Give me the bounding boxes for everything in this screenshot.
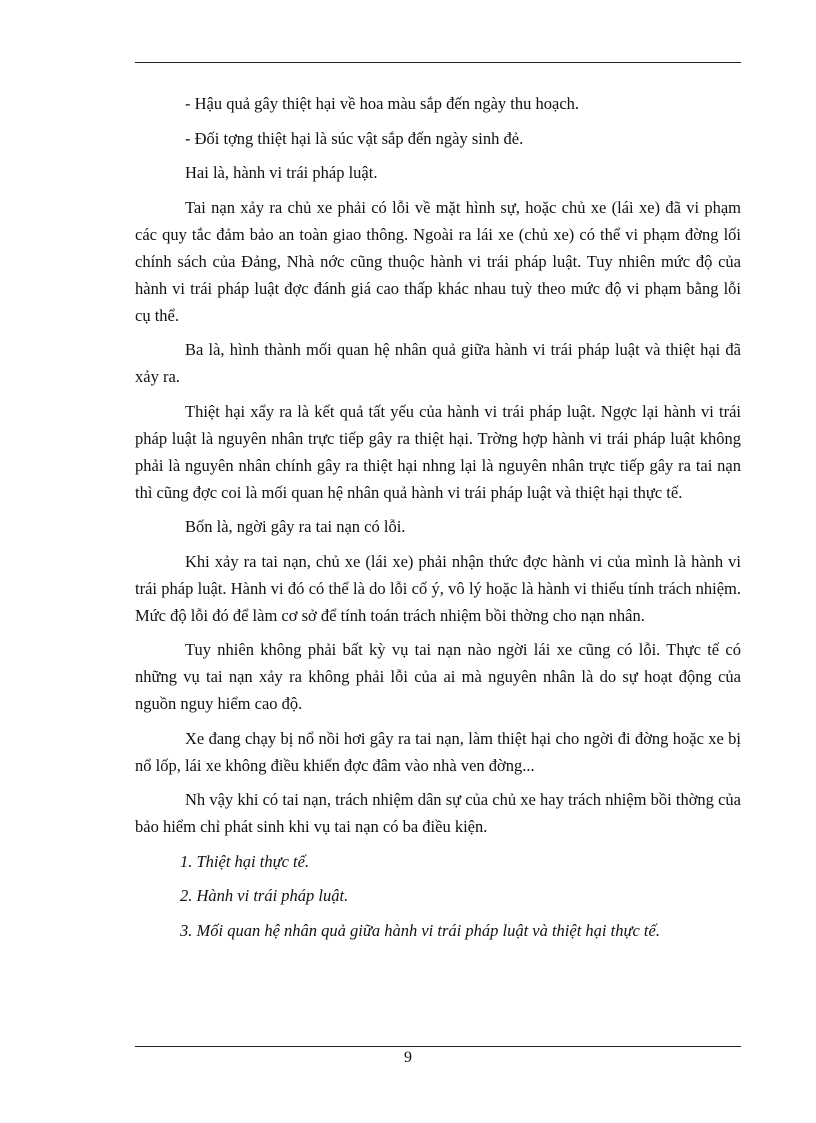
paragraph: Thiệt hại xẩy ra là kết quả tất yếu của hành vi trái pháp luật. Ngợc lại hành vi trái pháp luật là nguyên nhân trực tiếp gây ra thiệt hại. Trờng hợp hành vi trái pháp luật không phải là nguyên nhân chính gây ra thiệt hại nhng lại là nguyên nhân trực tiếp gây ra tai nạn thì cũng đợc coi là mối quan hệ nhân quả hành vi trái pháp luật và thiệt hại thực tế. <box>135 401 741 502</box>
condition-item: 1. Thiệt hại thực tế. <box>180 851 310 871</box>
condition-item: 3. Mối quan hệ nhân quả giữa hành vi trái pháp luật và thiệt hại thực tế. <box>180 920 660 940</box>
header-rule <box>135 62 741 63</box>
footer-rule <box>135 1046 741 1047</box>
paragraph: - Hậu quả gây thiệt hại về hoa màu sắp đến ngày thu hoạch. <box>185 94 580 113</box>
paragraph: - Đối tợng thiệt hại là súc vật sắp đến ngày sinh đẻ. <box>185 128 524 148</box>
paragraph: Xe đang chạy bị nổ nồi hơi gây ra tai nạn, làm thiệt hại cho ngời đi đờng hoặc xe bị nổ lốp, lái xe không điều khiển đợc đâm vào nhà ven đờng... <box>135 728 741 775</box>
paragraph: Hai là, hành vi trái pháp luật. <box>185 163 378 182</box>
paragraph: Nh vậy khi có tai nạn, trách nhiệm dân sự của chủ xe hay trách nhiệm bồi thờng của bảo hiểm chỉ phát sinh khi vụ tai nạn có ba điều kiện. <box>135 790 741 836</box>
page-number: 9 <box>404 1049 412 1066</box>
paragraph: Tai nạn xảy ra chủ xe phải có lỗi về mặt hình sự, hoặc chủ xe (lái xe) đã vi phạm các quy tắc đảm bảo an toàn giao thông. Ngoài ra lái xe (chủ xe) có thể vi phạm đờng lối chính sách của Đảng, Nhà nớc cũng thuộc hành vi trái pháp luật. Tuy nhiên mức độ của hành vi trái pháp luật đợc đánh giá cao thấp khác nhau tuỳ theo mức độ vi phạm bằng lỗi cụ thể. <box>135 197 741 325</box>
page-body <box>135 90 741 944</box>
paragraph: Ba là, hình thành mối quan hệ nhân quả giữa hành vi trái pháp luật và thiệt hại đã xảy ra. <box>135 340 741 386</box>
paragraph: Tuy nhiên không phải bất kỳ vụ tai nạn nào ngời lái xe cũng có lỗi. Thực tế có những vụ tai nạn xảy ra không phải lỗi của ai mà nguyên nhân là do sự hoạt động của nguồn nguy hiểm cao độ. <box>135 640 741 713</box>
paragraph: Bốn là, ngời gây ra tai nạn có lỗi. <box>185 517 406 536</box>
condition-item: 2. Hành vi trái pháp luật. <box>180 886 349 905</box>
paragraph: Khi xảy ra tai nạn, chủ xe (lái xe) phải nhận thức đợc hành vi của mình là hành vi trái pháp luật. Hành vi đó có thể là do lỗi cố ý, vô lý hoặc là hành vi thiếu tính trách nhiệm. Mức độ lỗi đó để làm cơ sở để tính toán trách nhiệm bồi thờng cho nạn nhân. <box>135 551 741 625</box>
